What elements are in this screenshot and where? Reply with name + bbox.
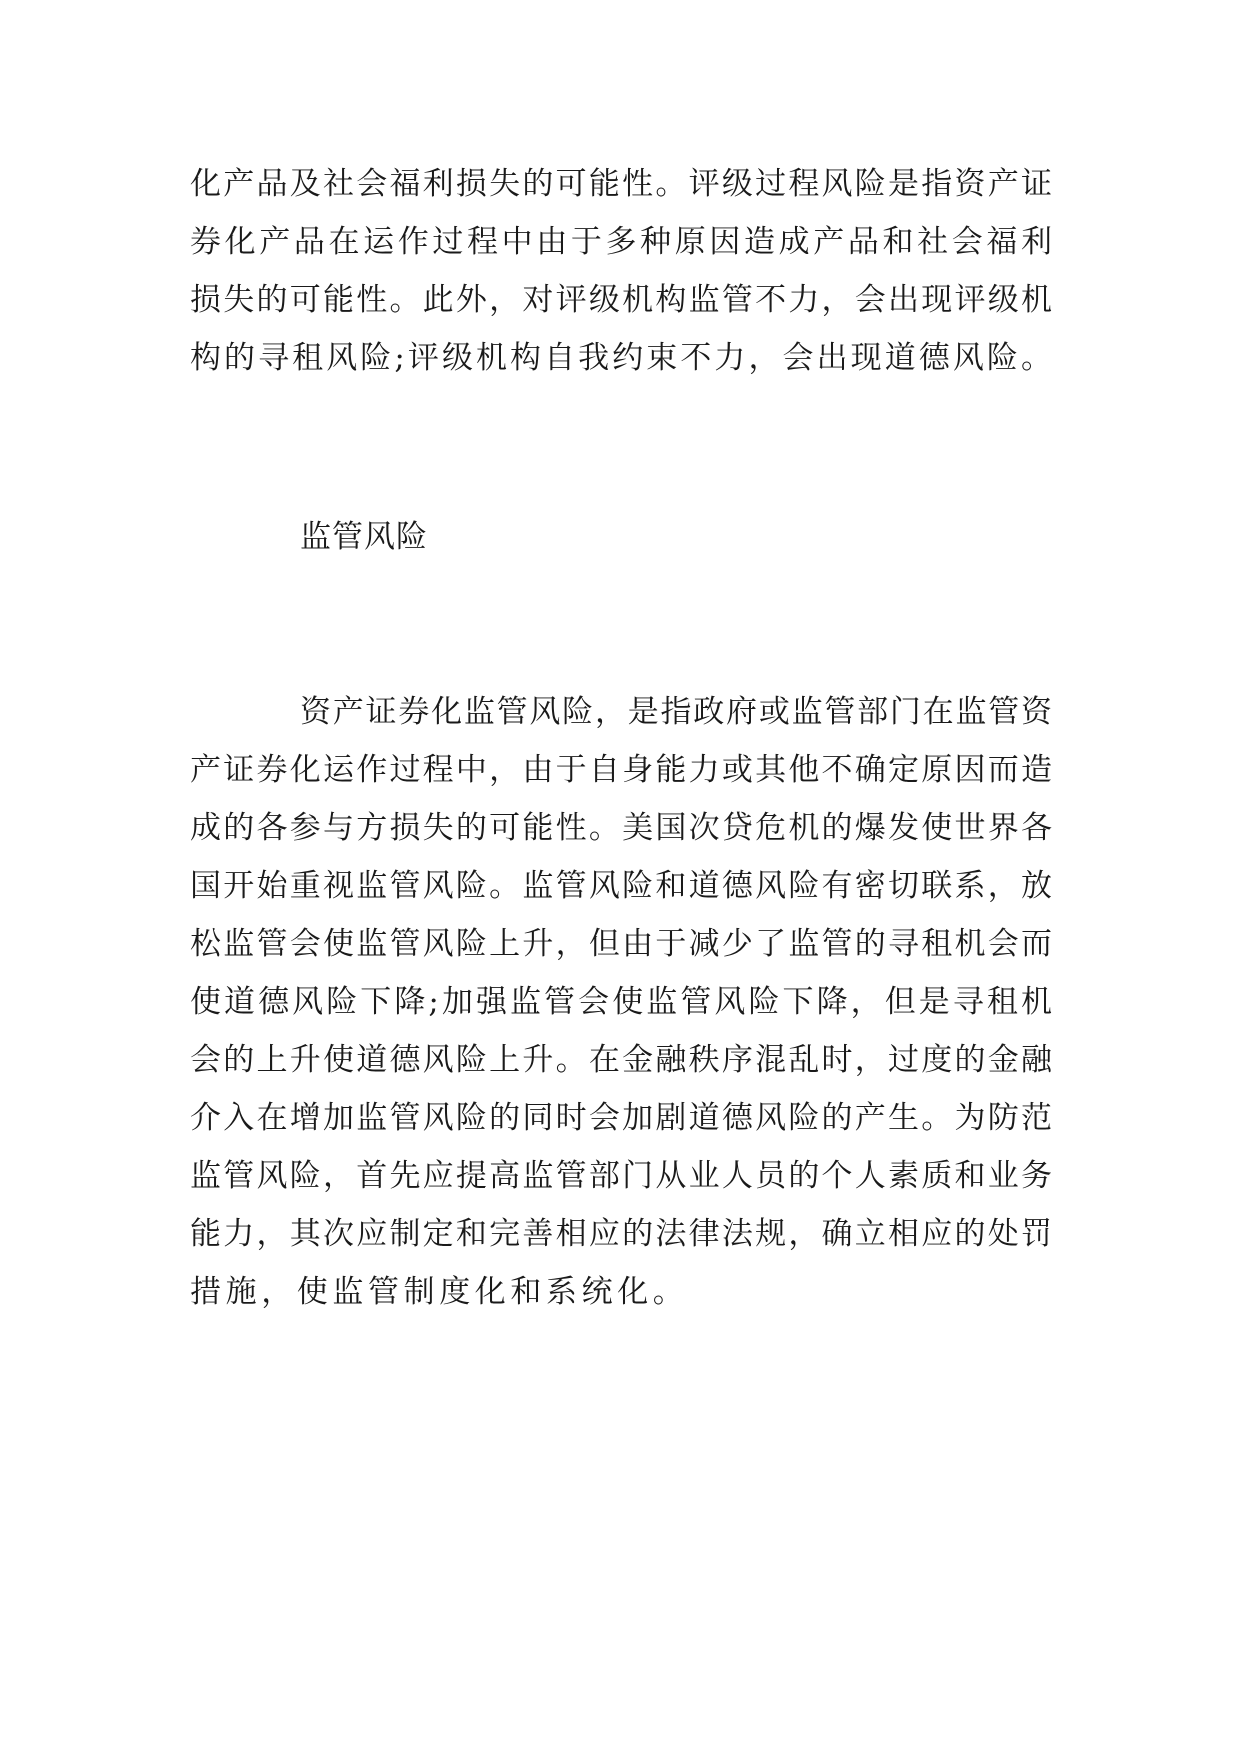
paragraph-2-line-3: 成的各参与方损失的可能性。美国次贷危机的爆发使世界各 xyxy=(190,810,1052,846)
paragraph-2-line-10: 能力，其次应制定和完善相应的法律法规，确立相应的处罚 xyxy=(190,1216,1052,1252)
paragraph-2-line-4: 国开始重视监管风险。监管风险和道德风险有密切联系，放 xyxy=(190,868,1052,904)
paragraph-2-line-2: 产证券化运作过程中，由于自身能力或其他不确定原因而造 xyxy=(190,752,1052,788)
paragraph-2-line-7: 会的上升使道德风险上升。在金融秩序混乱时，过度的金融 xyxy=(190,1042,1052,1078)
paragraph-2-line-11: 措施，使监管制度化和系统化。 xyxy=(190,1274,689,1310)
paragraph-1-line-2: 券化产品在运作过程中由于多种原因造成产品和社会福利 xyxy=(190,224,1052,260)
paragraph-2-line-9: 监管风险，首先应提高监管部门从业人员的个人素质和业务 xyxy=(190,1158,1052,1194)
paragraph-2-line-6: 使道德风险下降;加强监管会使监管风险下降，但是寻租机 xyxy=(190,984,1052,1020)
paragraph-2-line-1: 资产证券化监管风险，是指政府或监管部门在监管资 xyxy=(300,694,1052,730)
paragraph-1-line-3: 损失的可能性。此外，对评级机构监管不力，会出现评级机 xyxy=(190,282,1052,318)
paragraph-2-line-5: 松监管会使监管风险上升，但由于减少了监管的寻租机会而 xyxy=(190,926,1052,962)
paragraph-1-line-1: 化产品及社会福利损失的可能性。评级过程风险是指资产证 xyxy=(190,166,1052,202)
paragraph-1-line-4: 构的寻租风险;评级机构自我约束不力，会出现道德风险。 xyxy=(190,340,1052,376)
section-heading: 监管风险 xyxy=(300,519,428,555)
paragraph-2-line-8: 介入在增加监管风险的同时会加剧道德风险的产生。为防范 xyxy=(190,1100,1052,1136)
